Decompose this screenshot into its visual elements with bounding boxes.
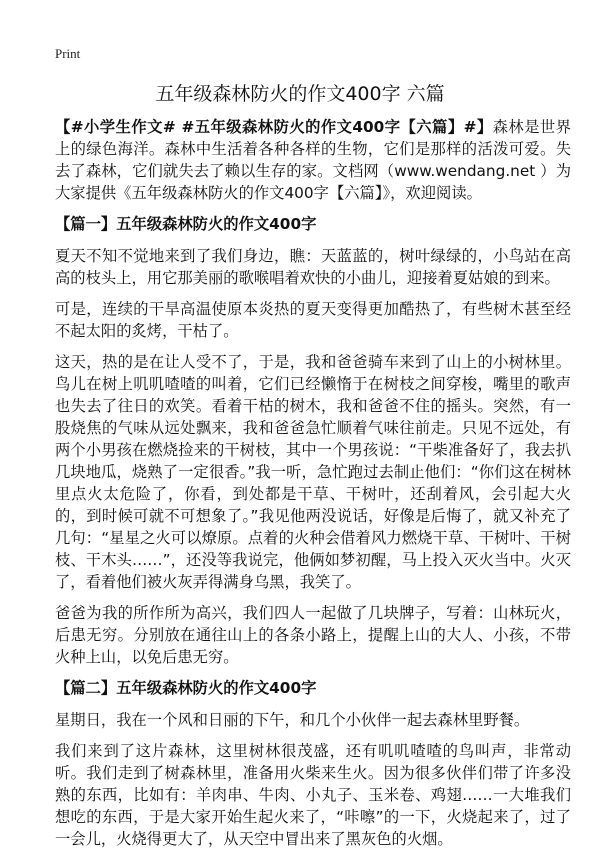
paragraph: 可是，连续的干旱高温使原本炎热的夏天变得更加酷热了，有些树木甚至经不起太阳的炙烤，干枯了。 — [55, 300, 571, 340]
print-link[interactable]: Print — [55, 46, 81, 61]
paragraph: 爸爸为我的所作所为高兴，我们四人一起做了几块牌子，写着：山林玩火，后患无穷。分别放在通往山上的各条小路上，提醒上山的大人、小孩，不带火种上山，以免后患无穷。 — [55, 604, 571, 666]
document-body — [55, 116, 571, 859]
paragraph: 这天，热的是在让人受不了，于是，我和爸爸骑车来到了山上的小树林里。鸟儿在树上叽叽喳喳的叫着，它们已经懒惰于在树枝之间穿梭，嘴里的歌声也失去了往日的欢笑。看着干枯的树木，我和爸爸不住的摇头。突然，有一股烧焦的气味从远处飘来，我和爸爸急忙顺着气味往前走。只见不远处，有两个小男孩在燃烧捡来的干树枝，其中一个男孩说：“干柴准备好了，我去扒几块地瓜，烧熟了一定很香。”我一听，急忙跑过去制止他们：“你们这在树林里点火太危险了，你看，到处都是干草、干树叶，还刮着风，会引起大火的，到时候可就不可想象了。”我见他两没说话，好像是后悔了，就又补充了几句：“星星之火可以燎原。点着的火种会借着风力燃烧干草、干树叶、干树枝、干木头……”，还没等我说完，他俩如梦初醒，马上投入灭火当中。火灭了，看着他们被火灰弄得满身乌黑，我笑了。 — [55, 353, 571, 591]
paragraph: 我们来到了这片森林，这里树林很茂盛，还有叽叽喳喳的鸟叫声，非常动听。我们走到了树森林里，准备用火柴来生火。因为很多伙伴们带了许多没熟的东西，比如有：羊肉串、牛肉、小丸子、玉米卷、鸡翅……一大堆我们想吃的东西，于是大家开始生起火来了，“咔嚓”的一下，火烧起来了，过了一会儿，火烧得更大了，从天空中冒出来了黑灰色的火烟。 — [55, 742, 571, 848]
paragraph: 夏天不知不觉地来到了我们身边，瞧：天蓝蓝的，树叶绿绿的，小鸟站在高高的枝头上，用它那美丽的歌喉唱着欢快的小曲儿，迎接着夏姑娘的到来。 — [55, 247, 571, 287]
document-title: 五年级森林防火的作文400字 六篇 — [155, 83, 445, 105]
paragraph: 星期日，我在一个风和日丽的下午，和几个小伙伴一起去森林里野餐。 — [55, 711, 530, 729]
intro-paragraph — [55, 116, 571, 204]
intro-text: 森林是世界上的绿色海洋。森林中生活着各种各样的生物，它们是那样的活泼可爱。失去了森林，它们就失去了赖以生存的家。文档网（www.wendang.net ）为大家提供《五年级森林防火的作文400字【六篇】》，欢迎阅读。 — [55, 118, 571, 202]
section-heading: 【篇二】五年级森林防火的作文400字 — [55, 679, 317, 697]
section-heading: 【篇一】五年级森林防火的作文400字 — [55, 215, 317, 233]
intro-tag: 【#小学生作文# #五年级森林防火的作文400字【六篇】#】 — [55, 118, 493, 136]
